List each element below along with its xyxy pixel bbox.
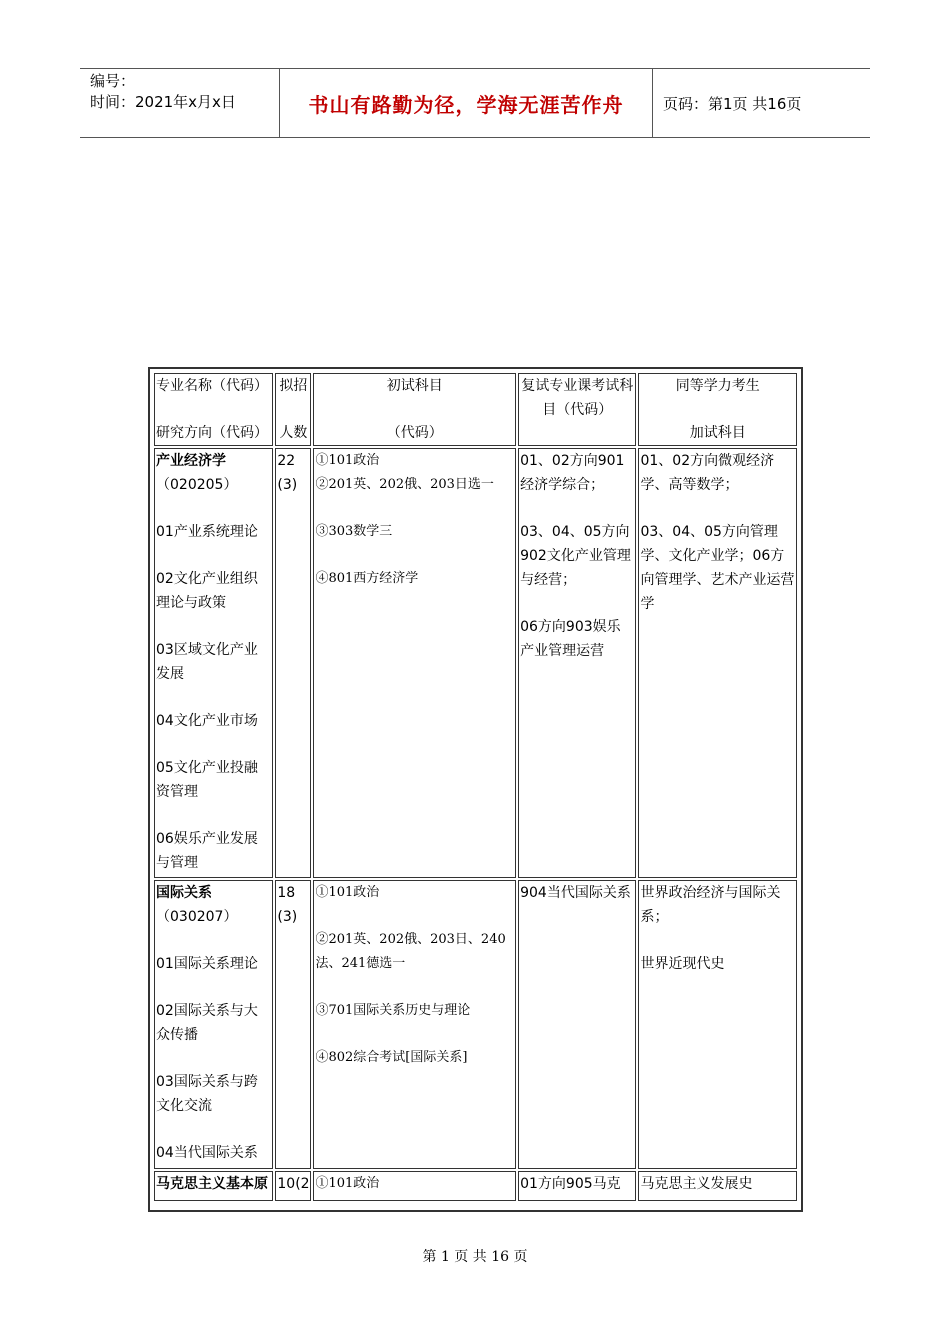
admission-table [148,367,803,1212]
exams-cell: ①101政治 ②201英、202俄、203日选一 ③303数学三 ④801西方经济学 [313,448,516,878]
table-row [154,448,797,878]
header-quota: 拟招 人数 [275,373,311,446]
page-footer: 第 1 页 共 16 页 [422,1249,528,1265]
major-code: （030207） [156,909,238,925]
exams-cell: ①101政治 ②201英、202俄、203日、240法、241德选一 ③701国际关系历史与理论 ④802综合考试[国际关系] [313,880,516,1169]
extra-cell: 01、02方向微观经济学、高等数学； 03、04、05方向管理学、文化产业学；06方向管理学、艺术产业运营学 [638,448,797,878]
quota-cell: 18(3) [275,880,311,1169]
major-name: 马克思主义基本原 [156,1176,268,1192]
table-header-row [154,373,797,446]
number-label: 编号： [90,72,136,90]
header-extra: 同等学力考生 加试科目 [638,373,797,446]
header-major: 专业名称（代码） 研究方向（代码） [154,373,273,446]
major-name: 国际关系 [156,885,212,901]
retest-cell: 01方向905马克 [518,1171,636,1201]
major-name: 产业经济学 [156,453,226,469]
retest-cell: 904当代国际关系 [518,880,636,1169]
table-row [154,880,797,1169]
header-retest: 复试专业课考试科目（代码） [518,373,636,446]
retest-cell: 01、02方向901经济学综合； 03、04、05方向902文化产业管理与经营； 06方向903娱乐产业管理运营 [518,448,636,878]
quota-cell: 10(2 [275,1171,311,1201]
header-meta [80,69,280,137]
time-label: 时间：2021年x月x日 [90,93,236,111]
header-motto: 书山有路勤为径，学海无涯苦作舟 [280,69,653,137]
extra-cell: 世界政治经济与国际关系； 世界近现代史 [638,880,797,1169]
major-cell: 产业经济学 （020205） 01产业系统理论 02文化产业组织理论与政策 03区域文化产业发展 04文化产业市场 05文化产业投融资管理 06娱乐产业发展与管理 [154,448,273,878]
header-page-info: 页码：第1页 共16页 [663,94,802,113]
major-code: （020205） [156,477,238,493]
extra-cell: 马克思主义发展史 [638,1171,797,1201]
header-exams: 初试科目 （代码） [313,373,516,446]
table-row [154,1171,797,1201]
major-cell: 国际关系 （030207） 01国际关系理论 02国际关系与大众传播 03国际关系与跨文化交流 04当代国际关系 [154,880,273,1169]
major-cell [154,1171,273,1201]
quota-cell: 22(3) [275,448,311,878]
page-header [80,68,870,138]
exams-cell: ①101政治 [313,1171,516,1201]
